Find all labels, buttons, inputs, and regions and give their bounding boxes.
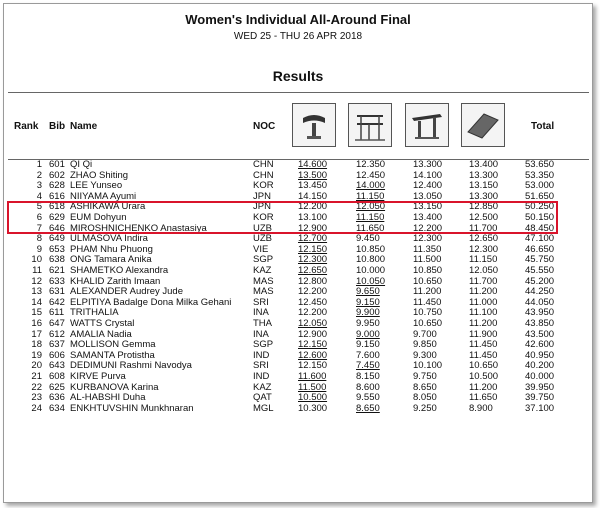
athlete-name: ULMASOVA Indira xyxy=(70,233,148,245)
beam-score: 9.300 xyxy=(413,349,437,361)
athlete-name: KURBANOVA Karina xyxy=(70,381,159,393)
total-score: 50.150 xyxy=(525,212,555,223)
floor-score: 11.100 xyxy=(469,307,498,319)
vault-score: 12.900 xyxy=(298,222,328,234)
athlete-name: WATTS Crystal xyxy=(70,318,135,329)
total-score: 43.500 xyxy=(525,328,555,340)
vault-score: 11.500 xyxy=(298,381,327,393)
total-score: 53.650 xyxy=(525,159,555,170)
total-score: 40.950 xyxy=(525,349,555,361)
vault-score: 14.600 xyxy=(298,159,328,170)
bars-score: 8.650 xyxy=(356,402,380,414)
bib-cell: 631 xyxy=(49,286,65,298)
noc-cell: QAT xyxy=(253,392,272,404)
noc-cell: INA xyxy=(253,307,269,319)
col-noc-header: NOC xyxy=(253,121,276,132)
page-title: Women's Individual All-Around Final xyxy=(185,12,411,27)
total-score: 40.000 xyxy=(525,371,555,382)
rank-cell: 18 xyxy=(31,339,42,351)
vault-score: 10.300 xyxy=(298,402,328,414)
noc-cell: MAS xyxy=(253,275,274,287)
floor-score: 11.000 xyxy=(469,296,498,308)
vault-score: 13.100 xyxy=(298,212,328,223)
floor-score: 11.450 xyxy=(469,339,498,351)
noc-cell: VIE xyxy=(253,243,269,255)
athlete-name: MOLLISON Gemma xyxy=(70,339,156,351)
highlight-box xyxy=(7,201,558,234)
vault-score: 12.300 xyxy=(298,254,328,266)
total-score: 50.250 xyxy=(525,201,555,213)
rank-cell: 15 xyxy=(31,307,42,319)
rank-cell: 2 xyxy=(36,169,42,181)
noc-cell: SRI xyxy=(253,360,269,372)
noc-cell: KAZ xyxy=(253,381,272,393)
bib-cell: 602 xyxy=(49,169,65,181)
rank-cell: 14 xyxy=(31,296,42,308)
rank-cell: 8 xyxy=(36,233,42,245)
rank-cell: 13 xyxy=(31,286,42,298)
rank-cell: 1 xyxy=(36,159,42,170)
total-score: 45.550 xyxy=(525,265,555,276)
bib-cell: 637 xyxy=(49,339,65,351)
beam-score: 12.400 xyxy=(413,180,443,192)
table-header xyxy=(8,92,589,160)
bib-cell: 621 xyxy=(49,265,65,276)
beam-score: 12.300 xyxy=(413,233,443,245)
beam-score: 13.150 xyxy=(413,201,443,213)
balance-beam-icon xyxy=(405,103,449,147)
noc-cell: UZB xyxy=(253,233,272,245)
rank-cell: 23 xyxy=(31,392,42,404)
bib-cell: 616 xyxy=(49,190,65,202)
athlete-name: KHALID Zarith Imaan xyxy=(70,275,161,287)
noc-cell: IND xyxy=(253,349,270,361)
section-heading: Results xyxy=(272,68,324,84)
vault-score: 12.150 xyxy=(298,243,328,255)
total-score: 40.200 xyxy=(525,360,555,372)
rank-cell: 12 xyxy=(31,275,42,287)
rank-cell: 11 xyxy=(32,265,42,276)
beam-score: 11.350 xyxy=(413,243,442,255)
noc-cell: CHN xyxy=(253,169,274,181)
bib-cell: 643 xyxy=(49,360,65,372)
floor-score: 11.650 xyxy=(469,392,498,404)
floor-score: 11.200 xyxy=(469,381,498,393)
vault-score: 12.650 xyxy=(298,265,328,276)
total-score: 51.650 xyxy=(525,190,555,202)
beam-score: 14.100 xyxy=(413,169,443,181)
rank-cell: 9 xyxy=(36,243,42,255)
vault-score: 12.700 xyxy=(298,233,328,245)
bib-cell: 608 xyxy=(49,371,65,382)
bib-cell: 638 xyxy=(49,254,65,266)
bars-score: 9.550 xyxy=(356,392,380,404)
bars-score: 11.650 xyxy=(356,222,385,234)
bars-score: 11.150 xyxy=(356,212,385,223)
bars-score: 12.350 xyxy=(356,159,386,170)
bars-score: 12.450 xyxy=(356,169,386,181)
beam-score: 11.450 xyxy=(413,296,442,308)
vault-score: 12.150 xyxy=(298,360,328,372)
bib-cell: 653 xyxy=(49,243,65,255)
beam-score: 8.050 xyxy=(413,392,437,404)
beam-score: 10.750 xyxy=(413,307,443,319)
vault-score: 14.150 xyxy=(298,190,328,202)
noc-cell: INA xyxy=(253,328,269,340)
beam-score: 12.200 xyxy=(413,222,443,234)
vault-score: 12.050 xyxy=(298,318,328,329)
beam-score: 9.250 xyxy=(413,402,437,414)
bars-score: 9.000 xyxy=(356,328,380,340)
beam-score: 13.050 xyxy=(413,190,443,202)
vault-score: 11.600 xyxy=(298,371,327,382)
vault-score: 12.450 xyxy=(298,296,328,308)
athlete-name: LEE Yunseo xyxy=(70,180,123,192)
vault-score: 12.200 xyxy=(298,286,328,298)
floor-score: 11.700 xyxy=(469,222,498,234)
bars-score: 9.150 xyxy=(356,339,380,351)
beam-score: 10.850 xyxy=(413,265,443,276)
noc-cell: SGP xyxy=(253,339,274,351)
bars-score: 11.150 xyxy=(356,190,385,202)
athlete-name: ALEXANDER Audrey Jude xyxy=(70,286,184,298)
vault-score: 13.500 xyxy=(298,169,328,181)
total-score: 47.100 xyxy=(525,233,555,245)
floor-score: 12.650 xyxy=(469,233,499,245)
athlete-name: SAMANTA Protistha xyxy=(70,349,155,361)
rank-cell: 17 xyxy=(31,328,42,340)
col-bib-header: Bib xyxy=(49,121,66,132)
total-score: 39.950 xyxy=(525,381,555,393)
noc-cell: UZB xyxy=(253,222,272,234)
uneven-bars-icon xyxy=(348,103,392,147)
athlete-name: EUM Dohyun xyxy=(70,212,127,223)
bib-cell: 611 xyxy=(49,307,65,319)
beam-score: 8.650 xyxy=(413,381,437,393)
athlete-name: ENKHTUVSHIN Munkhnaran xyxy=(70,402,194,414)
noc-cell: MGL xyxy=(253,402,274,414)
athlete-name: KIRVE Purva xyxy=(70,371,126,382)
noc-cell: KOR xyxy=(253,212,274,223)
floor-score: 11.700 xyxy=(469,275,498,287)
bars-score: 12.050 xyxy=(356,201,386,213)
bib-cell: 649 xyxy=(49,233,65,245)
bib-cell: 634 xyxy=(49,402,65,414)
floor-score: 13.150 xyxy=(469,180,499,192)
rank-cell: 22 xyxy=(31,381,42,393)
bars-score: 9.450 xyxy=(356,233,380,245)
floor-score: 12.850 xyxy=(469,201,499,213)
floor-score: 12.050 xyxy=(469,265,499,276)
athlete-name: ASHIKAWA Urara xyxy=(70,201,146,213)
col-name-header: Name xyxy=(70,121,98,132)
bib-cell: 601 xyxy=(49,159,65,170)
vault-score: 13.450 xyxy=(298,180,328,192)
total-score: 44.250 xyxy=(525,286,555,298)
bib-cell: 625 xyxy=(49,381,65,393)
bib-cell: 633 xyxy=(49,275,65,287)
total-score: 37.100 xyxy=(525,402,555,414)
table-row xyxy=(4,403,592,415)
rank-cell: 4 xyxy=(36,190,42,202)
noc-cell: KAZ xyxy=(253,265,272,276)
bars-score: 8.150 xyxy=(356,371,380,382)
bars-score: 9.150 xyxy=(356,296,380,308)
athlete-name: ONG Tamara Anika xyxy=(70,254,152,266)
noc-cell: IND xyxy=(253,371,270,382)
athlete-name: MIROSHNICHENKO Anastasiya xyxy=(70,222,207,234)
athlete-name: QI Qi xyxy=(70,159,93,170)
athlete-name: ZHAO Shiting xyxy=(70,169,129,181)
athlete-name: AL-HABSHI Duha xyxy=(70,392,146,404)
floor-score: 13.400 xyxy=(469,159,499,170)
bib-cell: 629 xyxy=(49,212,65,223)
vault-score: 12.600 xyxy=(298,349,328,361)
bib-cell: 636 xyxy=(49,392,65,404)
athlete-name: AMALIA Nadia xyxy=(70,328,132,340)
total-score: 48.450 xyxy=(525,222,555,234)
noc-cell: KOR xyxy=(253,180,274,192)
beam-score: 9.750 xyxy=(413,371,437,382)
total-score: 43.850 xyxy=(525,318,555,329)
floor-score: 13.300 xyxy=(469,169,499,181)
floor-score: 11.900 xyxy=(469,328,498,340)
noc-cell: MAS xyxy=(253,286,274,298)
total-score: 43.950 xyxy=(525,307,555,319)
col-total-header: Total xyxy=(531,121,555,132)
total-score: 53.000 xyxy=(525,180,555,192)
bars-score: 9.950 xyxy=(356,318,380,329)
floor-score: 11.200 xyxy=(469,318,498,329)
beam-score: 9.700 xyxy=(413,328,437,340)
athlete-name: SHAMETKO Alexandra xyxy=(70,265,169,276)
total-score: 45.750 xyxy=(525,254,555,266)
bib-cell: 618 xyxy=(49,201,65,213)
beam-score: 9.850 xyxy=(413,339,437,351)
floor-score: 12.300 xyxy=(469,243,499,255)
total-score: 42.600 xyxy=(525,339,555,351)
rank-cell: 7 xyxy=(36,222,42,234)
bars-score: 7.450 xyxy=(356,360,380,372)
floor-score: 12.500 xyxy=(469,212,499,223)
bib-cell: 606 xyxy=(49,349,65,361)
total-score: 46.650 xyxy=(525,243,555,255)
floor-score: 10.500 xyxy=(469,371,499,382)
rank-cell: 16 xyxy=(31,318,42,329)
noc-cell: JPN xyxy=(253,201,271,213)
rank-cell: 21 xyxy=(31,371,42,382)
vault-score: 12.200 xyxy=(298,307,328,319)
beam-score: 11.500 xyxy=(413,254,442,266)
total-score: 53.350 xyxy=(525,169,555,181)
rank-cell: 20 xyxy=(31,360,42,372)
vault-score: 10.500 xyxy=(298,392,328,404)
floor-score: 8.900 xyxy=(469,402,493,414)
bars-score: 10.000 xyxy=(356,265,386,276)
bars-score: 10.050 xyxy=(356,275,386,287)
rank-cell: 6 xyxy=(36,212,42,223)
beam-score: 10.650 xyxy=(413,318,443,329)
noc-cell: JPN xyxy=(253,190,271,202)
floor-score: 10.650 xyxy=(469,360,499,372)
beam-score: 13.400 xyxy=(413,212,443,223)
col-rank-header: Rank xyxy=(14,121,39,132)
noc-cell: CHN xyxy=(253,159,274,170)
beam-score: 10.650 xyxy=(413,275,443,287)
athlete-name: ELPITIYA Badalge Dona Milka Gehani xyxy=(70,296,232,308)
rank-cell: 24 xyxy=(31,402,42,414)
bib-cell: 646 xyxy=(49,222,65,234)
results-page xyxy=(3,3,593,503)
vault-score: 12.800 xyxy=(298,275,328,287)
athlete-name: NIIYAMA Ayumi xyxy=(70,190,137,202)
floor-score: 11.200 xyxy=(469,286,498,298)
vault-score: 12.900 xyxy=(298,328,328,340)
floor-score: 13.300 xyxy=(469,190,499,202)
bib-cell: 612 xyxy=(49,328,65,340)
vault-icon xyxy=(292,103,336,147)
bars-score: 9.650 xyxy=(356,286,380,298)
floor-score: 11.450 xyxy=(469,349,498,361)
floor-score: 11.150 xyxy=(469,254,498,266)
total-score: 45.200 xyxy=(525,275,555,287)
rank-cell: 19 xyxy=(31,349,42,361)
rank-cell: 10 xyxy=(31,254,42,266)
bars-score: 10.850 xyxy=(356,243,386,255)
bib-cell: 642 xyxy=(49,296,65,308)
noc-cell: THA xyxy=(253,318,272,329)
bars-score: 8.600 xyxy=(356,381,380,393)
bars-score: 7.600 xyxy=(356,349,380,361)
athlete-name: DEDIMUNI Rashmi Navodya xyxy=(70,360,192,372)
total-score: 44.050 xyxy=(525,296,555,308)
event-dates: WED 25 - THU 26 APR 2018 xyxy=(233,31,363,42)
rank-cell: 5 xyxy=(36,201,42,213)
athlete-name: TRITHALIA xyxy=(70,307,119,319)
vault-score: 12.150 xyxy=(298,339,328,351)
beam-score: 10.100 xyxy=(413,360,443,372)
floor-exercise-icon xyxy=(461,103,505,147)
bars-score: 14.000 xyxy=(356,180,386,192)
noc-cell: SGP xyxy=(253,254,274,266)
bars-score: 10.800 xyxy=(356,254,386,266)
athlete-name: PHAM Nhu Phuong xyxy=(70,243,153,255)
vault-score: 12.200 xyxy=(298,201,328,213)
bars-score: 9.900 xyxy=(356,307,380,319)
noc-cell: SRI xyxy=(253,296,269,308)
bib-cell: 647 xyxy=(49,318,65,329)
beam-score: 13.300 xyxy=(413,159,443,170)
rank-cell: 3 xyxy=(36,180,42,192)
beam-score: 11.200 xyxy=(413,286,442,298)
bib-cell: 628 xyxy=(49,180,65,192)
total-score: 39.750 xyxy=(525,392,555,404)
